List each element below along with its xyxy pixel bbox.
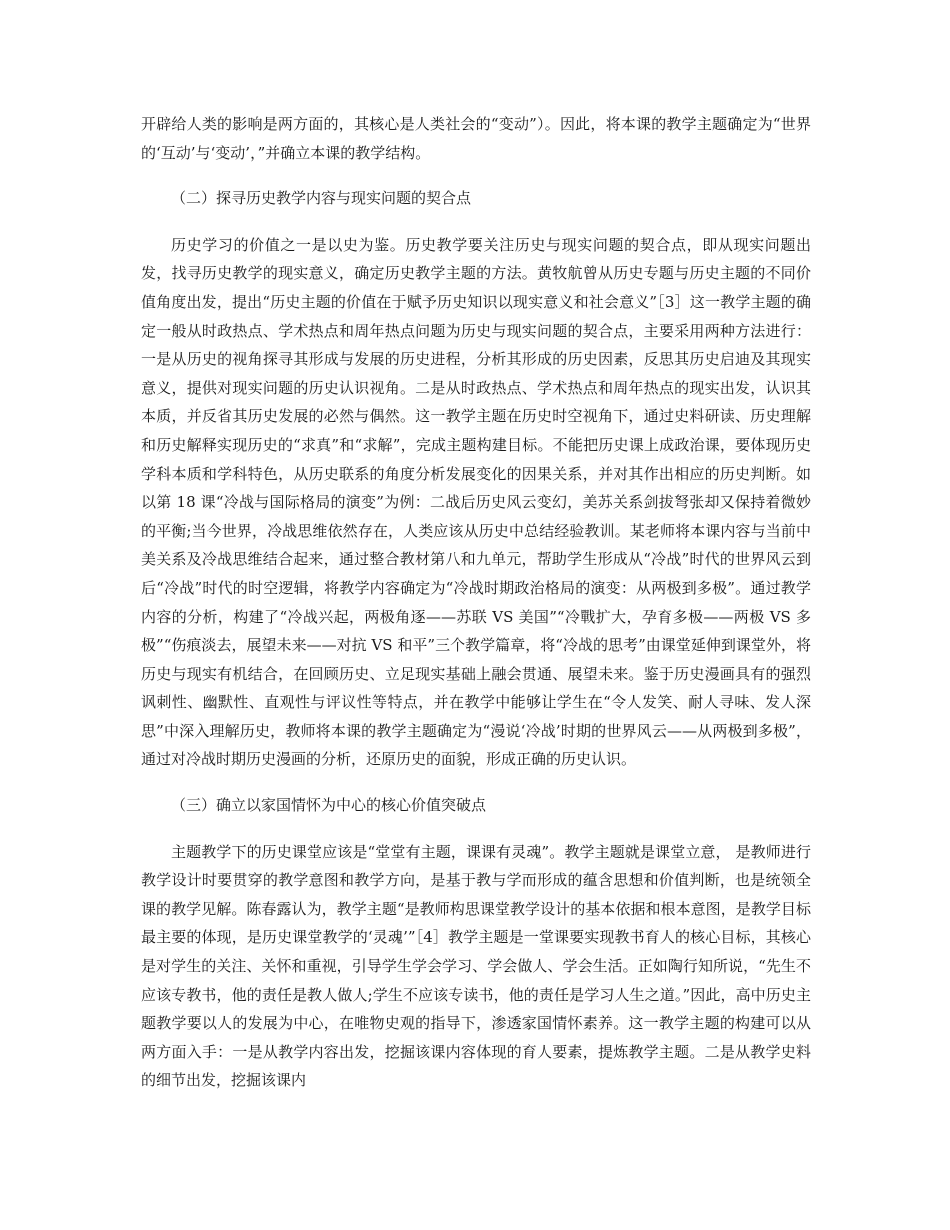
document-body bbox=[141, 110, 811, 1095]
section-heading-3: （三）确立以家国情怀为中心的核心价值突破点 bbox=[171, 796, 487, 815]
paragraph-core-values: 主题教学下的历史课堂应该是“堂堂有主题，课课有灵魂”。教学主题就是课堂立意， 是教师进行教学设计时要贯穿的教学意图和教学方向，是基于教与学而形成的蕴含思想和价值判断，也是统领全课的教学见解。陈春露认为，教学主题“是教师构思课堂教学设计的基本依据和根本意图，是教学目标最主要的体现，是历史课堂教学的‘灵魂’”［4］教学主题是一堂课要实现教书育人的核心目标，其核心是对学生的关注、关怀和重视，引导学生学会学习、学会做人、学会生活。正如陶行知所说，“先生不应该专教书，他的责任是教人做人;学生不应该专读书，他的责任是学习人生之道。”因此，高中历史主题教学要以人的发展为中心，在唯物史观的指导下，渗透家国情怀素养。这一教学主题的构建可以从两方面入手：一是从教学内容出发，挖掘该课内容体现的育人要素，提炼教学主题。二是从教学史料的细节出发，挖掘该课内 bbox=[141, 842, 811, 1090]
section-heading-2: （二）探寻历史教学内容与现实问题的契合点 bbox=[171, 189, 472, 208]
paragraph-continued: 开辟给人类的影响是两方面的，其核心是人类社会的“变动”）。因此，将本课的教学主题确定为“世界的‘互动’与‘变动’，”并确立本课的教学结构。 bbox=[141, 115, 811, 162]
paragraph-history-reality: 历史学习的价值之一是以史为鉴。历史教学要关注历史与现实问题的契合点，即从现实问题出发，找寻历史教学的现实意义，确定历史教学主题的方法。黄牧航曾从历史专题与历史主题的不同价值角度出发，提出“历史主题的价值在于赋予历史知识以现实意义和社会意义”［3］这一教学主题的确定一般从时政热点、学术热点和周年热点问题为历史与现实问题的契合点，主要采用两种方法进行：一是从历史的视角探寻其形成与发展的历史进程，分析其形成的历史因素，反思其历史启迪及其现实意义，提供对现实问题的历史认识视角。二是从时政热点、学术热点和周年热点的现实出发，认识其本质，并反省其历史发展的必然与偶然。这一教学主题在历史时空视角下，通过史料研读、历史理解和历史解释实现历史的“求真”和“求解”，完成主题构建目标。不能把历史课上成政治课，要体现历史学科本质和学科特色，从历史联系的角度分析发展变化的因果关系，并对其作出相应的历史判断。如以第 18 课“冷战与国际格局的演变”为例：二战后历史风云变幻，美苏关系剑拔弩张却又保持着微妙的平衡;当今世界，冷战思维依然存在，人类应该从历史中总结经验教训。某老师将本课内容与当前中美关系及冷战思维结合起来，通过整合教材第八和九单元，帮助学生形成从“冷战”时代的世界风云到后“冷战”时代的时空逻辑，将教学内容确定为“冷战时期政治格局的演变：从两极到多极”。通过教学内容的分析，构建了“冷战兴起，两极角逐——苏联 VS 美国”“冷戰扩大，孕育多极——两极 VS 多极”“伤痕淡去，展望未来——对抗 VS 和平”三个教学篇章，将“冷战的思考”由课堂延伸到课堂外，将历史与现实有机结合，在回顾历史、立足现实基础上融会贯通、展望未来。鉴于历史漫画具有的强烈讽刺性、幽默性、直观性与评议性等特点，并在教学中能够让学生在“令人发笑、耐人寻味、发人深思”中深入理解历史，教师将本课的教学主题确定为“漫说‘冷战’时期的世界风云——从两极到多极”，通过对冷战时期历史漫画的分析，还原历史的面貌，形成正确的历史认识。 bbox=[141, 235, 811, 769]
